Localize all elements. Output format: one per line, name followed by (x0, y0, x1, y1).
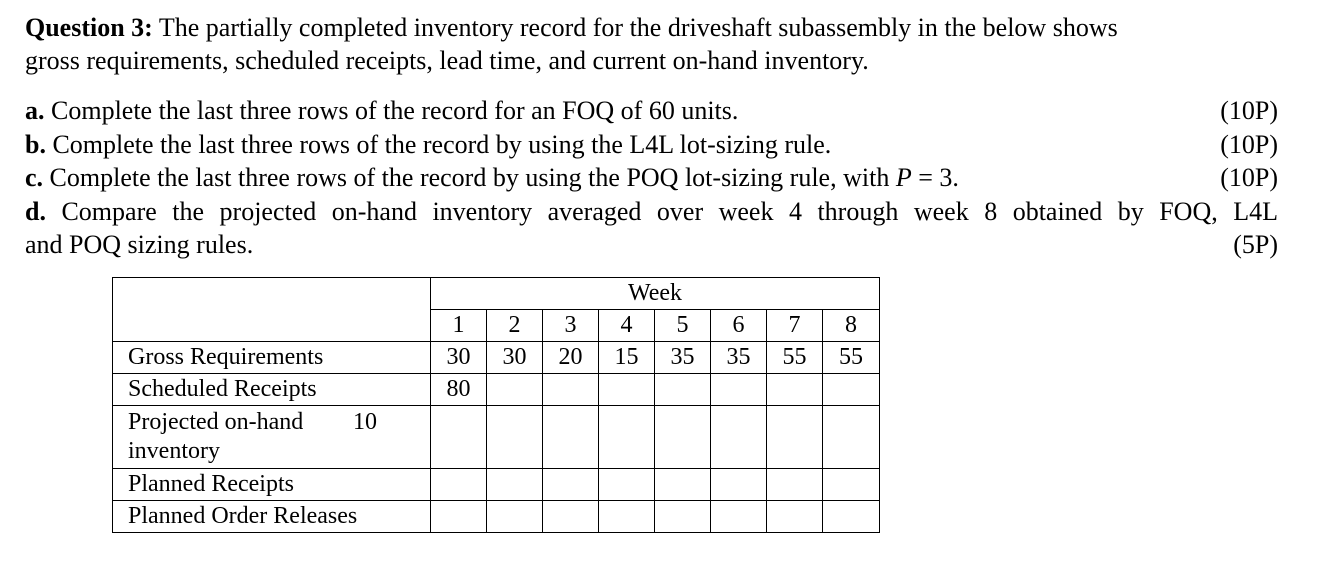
question-text-line2: gross requirements, scheduled receipts, lead time, and current on-hand inventory. (25, 46, 869, 75)
gross-requirement-cell: 20 (543, 342, 599, 374)
question-intro (25, 11, 1278, 44)
part-d-points: (5P) (1233, 230, 1278, 259)
part-d (25, 195, 1278, 229)
planned-receipt-cell[interactable] (599, 469, 655, 501)
planned-order-release-cell[interactable] (543, 501, 599, 533)
question-label: Question 3: (25, 13, 153, 42)
projected-on-hand-cell[interactable] (711, 406, 767, 469)
planned-order-release-cell[interactable] (767, 501, 823, 533)
initial-on-hand-value: 10 (353, 409, 377, 435)
question-intro-line2 (25, 44, 1278, 77)
planned-receipts-row (113, 469, 880, 501)
projected-on-hand-cell[interactable] (823, 406, 880, 469)
scheduled-receipt-cell (823, 374, 880, 406)
week-header: Week (431, 278, 880, 310)
projected-on-hand-label-line1: Projected on-hand (128, 409, 304, 435)
part-b (25, 128, 1278, 162)
part-a-text: Complete the last three rows of the record for an FOQ of 60 units. (44, 96, 739, 125)
planned-order-releases-row (113, 501, 880, 533)
planned-order-release-cell[interactable] (487, 501, 543, 533)
question-parts (25, 94, 1278, 262)
projected-on-hand-cell[interactable] (655, 406, 711, 469)
scheduled-receipt-cell (543, 374, 599, 406)
projected-on-hand-cell[interactable] (543, 406, 599, 469)
table-corner-cell (113, 278, 431, 342)
inventory-record-table (112, 277, 880, 533)
part-d-text-line1: Compare the projected on-hand inventory averaged over week 4 through week 8 obtained by FOQ, L4L (45, 196, 1278, 226)
part-a-label: a. (25, 96, 45, 125)
projected-on-hand-cell[interactable] (431, 406, 487, 469)
week-number: 4 (599, 310, 655, 342)
scheduled-receipt-cell (487, 374, 543, 406)
planned-order-release-cell[interactable] (823, 501, 880, 533)
planned-order-release-cell[interactable] (599, 501, 655, 533)
week-number: 5 (655, 310, 711, 342)
part-a (25, 94, 1278, 128)
scheduled-receipt-cell: 80 (431, 374, 487, 406)
part-d-text-line2: and POQ sizing rules. (25, 230, 254, 259)
gross-requirement-cell: 30 (431, 342, 487, 374)
gross-requirement-cell: 15 (599, 342, 655, 374)
scheduled-receipts-row (113, 374, 880, 406)
planned-receipt-cell[interactable] (711, 469, 767, 501)
part-b-text: Complete the last three rows of the record by using the L4L lot-sizing rule. (45, 129, 832, 159)
scheduled-receipt-cell (655, 374, 711, 406)
part-d-label: d. (25, 196, 46, 226)
planned-receipt-cell[interactable] (543, 469, 599, 501)
week-number: 1 (431, 310, 487, 342)
part-c-points: (10P) (1220, 163, 1278, 192)
part-a-points: (10P) (1220, 96, 1278, 125)
scheduled-receipt-cell (767, 374, 823, 406)
week-number: 3 (543, 310, 599, 342)
scheduled-receipt-cell (599, 374, 655, 406)
planned-order-release-cell[interactable] (431, 501, 487, 533)
planned-order-release-cell[interactable] (655, 501, 711, 533)
gross-requirement-cell: 35 (711, 342, 767, 374)
part-b-points: (10P) (1220, 129, 1278, 159)
projected-on-hand-label-wrap (128, 408, 430, 466)
scheduled-receipts-label: Scheduled Receipts (113, 374, 431, 406)
projected-on-hand-cell[interactable] (487, 406, 543, 469)
projected-on-hand-cell[interactable] (599, 406, 655, 469)
planned-receipts-label: Planned Receipts (113, 469, 431, 501)
planned-order-release-cell[interactable] (711, 501, 767, 533)
gross-requirements-label: Gross Requirements (113, 342, 431, 374)
part-c-text-after: = 3. (911, 163, 959, 192)
gross-requirement-cell: 55 (767, 342, 823, 374)
planned-receipt-cell[interactable] (655, 469, 711, 501)
part-c-variable: P (895, 163, 912, 192)
week-number: 7 (767, 310, 823, 342)
projected-on-hand-label-line2: inventory (128, 438, 220, 464)
week-number: 8 (823, 310, 880, 342)
gross-requirement-cell: 55 (823, 342, 880, 374)
part-c-label: c. (25, 163, 44, 192)
part-b-label: b. (25, 129, 46, 159)
projected-on-hand-label-cell (113, 406, 431, 469)
projected-on-hand-cell[interactable] (767, 406, 823, 469)
question-text-line1: The partially completed inventory record for the driveshaft subassembly in the below shows (152, 13, 1118, 42)
planned-order-releases-label: Planned Order Releases (113, 501, 431, 533)
gross-requirement-cell: 35 (655, 342, 711, 374)
gross-requirements-row (113, 342, 880, 374)
week-number: 6 (711, 310, 767, 342)
part-d-line2 (25, 228, 1278, 262)
projected-on-hand-row (113, 406, 880, 469)
part-c (25, 161, 1278, 195)
scheduled-receipt-cell (711, 374, 767, 406)
gross-requirement-cell: 30 (487, 342, 543, 374)
week-header-row (113, 278, 880, 310)
planned-receipt-cell[interactable] (431, 469, 487, 501)
planned-receipt-cell[interactable] (823, 469, 880, 501)
planned-receipt-cell[interactable] (487, 469, 543, 501)
week-number: 2 (487, 310, 543, 342)
planned-receipt-cell[interactable] (767, 469, 823, 501)
part-c-text-before: Complete the last three rows of the record by using the POQ lot-sizing rule, with (43, 163, 896, 192)
